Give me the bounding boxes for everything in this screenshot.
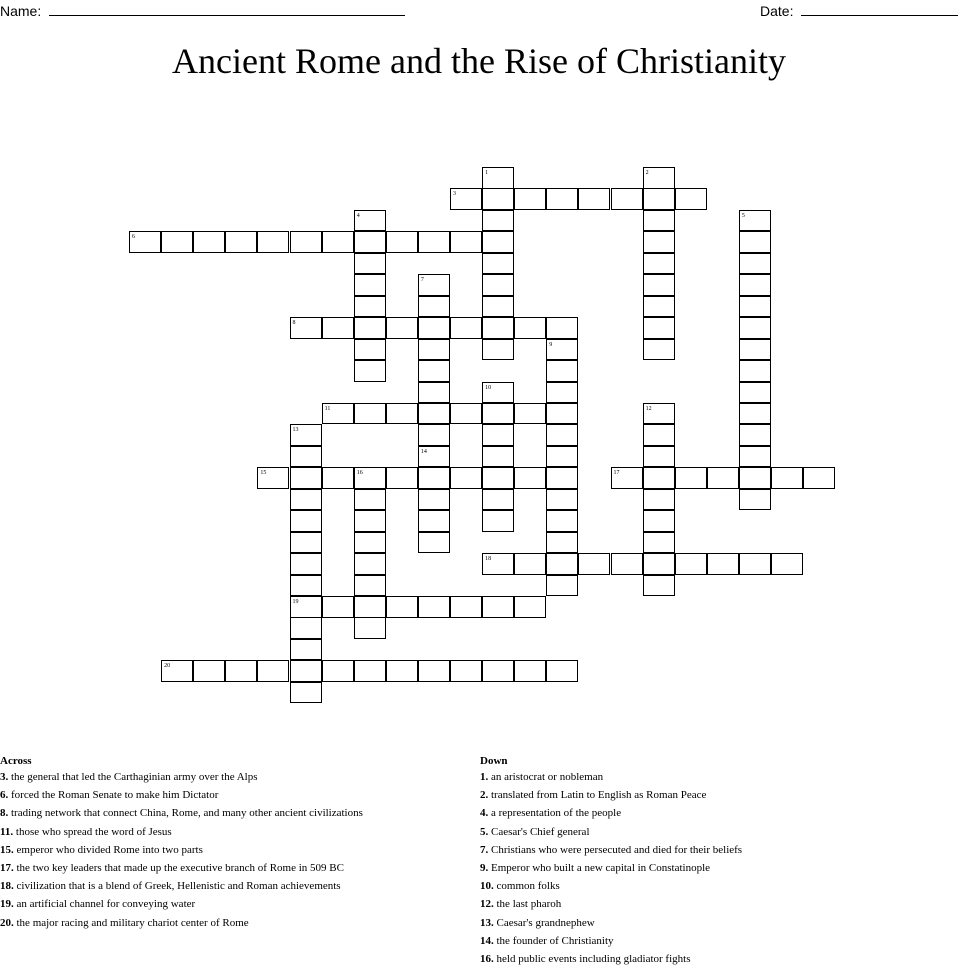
grid-cell[interactable] [514,403,546,425]
grid-cell[interactable] [225,660,257,682]
grid-cell[interactable] [290,510,322,532]
grid-cell[interactable] [450,403,482,425]
grid-cell[interactable] [546,382,578,404]
clue-number-label: 17 [613,470,620,477]
grid-cell[interactable] [739,360,771,382]
grid-cell[interactable] [482,596,514,618]
grid-cell[interactable] [386,317,418,339]
clue-down [480,895,742,913]
down-list [480,768,742,968]
grid-cell[interactable] [675,467,707,489]
down-heading: Down [480,755,508,767]
grid-cell[interactable] [739,489,771,511]
grid-cell[interactable] [290,660,322,682]
grid-cell[interactable] [482,489,514,511]
grid-cell[interactable] [739,403,771,425]
clue-number-label: 19 [292,599,299,605]
clue-number-label: 2 [645,170,649,176]
clue-number: 17. [0,862,14,875]
clue-number: 3. [0,771,9,783]
grid-cell[interactable] [450,467,482,489]
grid-cell[interactable] [418,360,450,382]
grid-cell[interactable] [643,296,675,318]
clue-across [0,859,363,877]
grid-cell[interactable] [354,510,386,532]
down-clues [480,754,742,968]
clue-number: 18. [0,880,14,893]
grid-cell[interactable] [514,467,546,489]
clue-number: 9. [480,862,489,875]
clue-text: the founder of Christianity [496,934,614,947]
grid-cell[interactable] [386,467,418,489]
grid-cell[interactable] [739,317,771,339]
grid-cell[interactable] [675,188,707,210]
grid-cell[interactable] [418,489,450,511]
grid-cell[interactable] [290,446,322,468]
clue-text: a representation of the people [491,807,622,820]
grid-cell[interactable] [482,403,514,425]
grid-cell[interactable] [322,660,354,682]
grid-cell[interactable] [418,510,450,532]
grid-cell[interactable] [290,617,322,639]
clue-number: 14. [480,934,494,947]
grid-cell[interactable] [418,339,450,361]
clue-number-label: 5 [741,212,745,219]
clue-number: 16. [480,953,494,966]
grid-cell[interactable] [739,446,771,468]
grid-cell[interactable] [739,274,771,296]
grid-cell[interactable] [354,360,386,382]
grid-cell[interactable] [482,253,514,275]
clue-number-label: 11 [324,405,331,412]
clue-across [0,804,363,822]
grid-cell[interactable] [482,231,514,253]
grid-cell[interactable] [611,553,643,575]
clue-text: translated from Latin to English as Roman Peace [491,789,707,802]
grid-cell[interactable] [546,317,578,339]
grid-cell[interactable] [418,317,450,339]
grid-cell[interactable] [482,274,514,296]
grid-cell[interactable] [354,339,386,361]
grid-cell[interactable] [290,532,322,554]
grid-cell[interactable] [546,188,578,210]
clue-number: 4. [480,807,489,820]
grid-cell[interactable] [771,553,803,575]
grid-cell[interactable] [482,188,514,210]
grid-cell[interactable] [418,231,450,253]
clue-across [0,895,363,913]
grid-cell[interactable] [482,467,514,489]
clue-number: 20. [0,916,14,929]
grid-cell[interactable] [418,403,450,425]
grid-cell[interactable] [546,532,578,554]
grid-cell[interactable] [514,660,546,682]
clue-down [480,786,742,804]
grid-cell[interactable] [707,553,739,575]
grid-cell[interactable] [514,553,546,575]
clue-number-label: 3 [453,191,456,198]
grid-cell[interactable] [546,575,578,597]
clue-down [480,877,742,895]
grid-cell[interactable] [193,660,225,682]
grid-cell[interactable] [643,532,675,554]
grid-cell[interactable] [482,210,514,232]
clue-down [480,823,742,841]
clue-number-label: 14 [420,448,427,455]
clue-text: Caesar's grandnephew [496,916,595,929]
grid-cell[interactable] [739,231,771,253]
grid-cell[interactable] [643,339,675,361]
clue-number-label: 9 [549,341,553,348]
grid-cell[interactable] [482,446,514,468]
clue-down [480,768,742,786]
clue-number: 1. [480,771,489,783]
grid-cell[interactable] [322,596,354,618]
grid-cell[interactable] [643,231,675,253]
grid-cell[interactable] [322,231,354,253]
clue-number-label: 20 [164,663,171,670]
grid-cell[interactable] [418,296,450,318]
clue-across [0,877,363,895]
grid-cell[interactable] [386,660,418,682]
clue-across [0,841,363,859]
grid-cell[interactable] [354,660,386,682]
clue-number-label: 8 [292,320,296,327]
grid-cell[interactable] [354,489,386,511]
grid-cell[interactable] [354,532,386,554]
grid-cell[interactable] [418,660,450,682]
clue-number: 7. [480,843,489,856]
grid-cell[interactable] [161,231,193,253]
clue-text: forced the Roman Senate to make him Dictator [11,789,219,802]
clue-number: 10. [480,880,494,893]
grid-cell[interactable] [643,253,675,275]
clue-text: civilization that is a blend of Greek, Hellenistic and Roman achievements [16,880,341,893]
grid-cell[interactable] [578,553,610,575]
grid-cell[interactable] [482,424,514,446]
grid-cell[interactable] [514,596,546,618]
clue-text: trading network that connect China, Rome, and many other ancient civilizations [11,807,363,820]
clue-text: Emperor who built a new capital in Constatinople [491,862,711,875]
grid-cell[interactable] [450,231,482,253]
clue-number: 12. [480,898,494,911]
grid-cell[interactable] [354,575,386,597]
clue-text: Caesar's Chief general [491,825,590,838]
clue-number: 19. [0,898,14,911]
grid-cell[interactable] [290,639,322,661]
grid-cell[interactable] [354,596,386,618]
clue-text: emperor who divided Rome into two parts [16,843,203,856]
grid-cell[interactable] [354,231,386,253]
clue-text: an aristocrat or nobleman [491,771,604,783]
clue-text: Christians who were persecuted and died for their beliefs [491,843,743,856]
clue-number-label: 18 [485,556,492,563]
grid-cell[interactable] [225,231,257,253]
grid-cell[interactable] [546,467,578,489]
grid-cell[interactable] [546,510,578,532]
across-heading: Across [0,755,32,767]
grid-cell[interactable] [418,424,450,446]
clue-number-label: 10 [485,384,492,391]
clue-number-label: 13 [292,427,299,434]
clue-number-label: 7 [420,277,424,284]
grid-cell[interactable] [643,467,675,489]
grid-cell[interactable] [514,317,546,339]
across-clues [0,754,363,932]
grid-cell[interactable] [643,317,675,339]
grid-cell[interactable] [546,360,578,382]
clue-down [480,859,742,877]
clue-down [480,914,742,932]
clue-text: held public events including gladiator fights [496,953,691,966]
grid-cell[interactable] [354,553,386,575]
grid-cell[interactable] [739,339,771,361]
grid-cell[interactable] [450,660,482,682]
across-list [0,768,363,932]
grid-cell[interactable] [643,446,675,468]
grid-cell[interactable] [546,424,578,446]
clue-across [0,823,363,841]
clue-number: 13. [480,916,494,929]
grid-cell[interactable] [386,231,418,253]
grid-cell[interactable] [546,660,578,682]
grid-cell[interactable] [322,467,354,489]
name-label: Name: [0,3,42,19]
grid-cell[interactable] [675,553,707,575]
grid-cell[interactable] [290,467,322,489]
grid-cell[interactable] [643,274,675,296]
grid-cell[interactable] [643,489,675,511]
grid-cell[interactable] [418,596,450,618]
clue-across [0,914,363,932]
clue-number-label: 16 [356,470,363,477]
clue-number: 15. [0,843,14,856]
grid-cell[interactable] [739,253,771,275]
grid-cell[interactable] [739,553,771,575]
grid-cell[interactable] [643,210,675,232]
clue-number-label: 6 [132,234,135,241]
grid-cell[interactable] [354,296,386,318]
clue-number: 2. [480,789,489,802]
grid-cell[interactable] [482,296,514,318]
grid-cell[interactable] [257,660,289,682]
grid-cell[interactable] [418,532,450,554]
clue-down [480,841,742,859]
clue-number-label: 12 [645,405,652,412]
grid-cell[interactable] [257,231,289,253]
grid-cell[interactable] [643,510,675,532]
grid-cell[interactable] [482,660,514,682]
clue-number: 8. [0,807,9,820]
grid-cell[interactable] [611,188,643,210]
grid-cell[interactable] [290,489,322,511]
grid-cell[interactable] [290,575,322,597]
grid-cell[interactable] [386,596,418,618]
grid-cell[interactable] [546,403,578,425]
grid-cell[interactable] [739,467,771,489]
grid-cell[interactable] [514,188,546,210]
clue-text: the major racing and military chariot center of Rome [16,916,249,929]
grid-cell[interactable] [739,382,771,404]
grid-cell[interactable] [354,403,386,425]
clue-number-label: 15 [260,470,267,477]
grid-cell[interactable] [546,553,578,575]
grid-cell[interactable] [739,296,771,318]
clue-number: 6. [0,789,9,802]
clue-down [480,932,742,950]
grid-cell[interactable] [643,424,675,446]
clue-number-label: 4 [356,212,360,219]
grid-cell[interactable] [707,467,739,489]
grid-cell[interactable] [803,467,835,489]
grid-cell[interactable] [739,424,771,446]
grid-cell[interactable] [643,575,675,597]
date-label: Date: [760,3,794,19]
clue-number-label: 1 [485,170,489,176]
clue-text: the last pharoh [496,898,562,911]
clue-down [480,950,742,968]
clue-across [0,786,363,804]
grid-cell[interactable] [418,382,450,404]
grid-cell[interactable] [482,317,514,339]
clue-number: 5. [480,825,489,838]
grid-cell[interactable] [322,317,354,339]
grid-cell[interactable] [546,446,578,468]
grid-cell[interactable] [354,317,386,339]
grid-cell[interactable] [354,253,386,275]
clue-text: the general that led the Carthaginian army over the Alps [11,771,258,783]
grid-cell[interactable] [290,553,322,575]
clue-across [0,768,363,786]
grid-cell[interactable] [771,467,803,489]
clue-number: 11. [0,825,14,838]
grid-cell[interactable] [578,188,610,210]
grid-cell[interactable] [290,682,322,704]
grid-cell[interactable] [290,231,322,253]
clue-down [480,804,742,822]
clue-text: an artificial channel for conveying water [16,898,196,911]
grid-cell[interactable] [546,489,578,511]
grid-cell[interactable] [450,596,482,618]
clue-text: the two key leaders that made up the executive branch of Rome in 509 BC [16,862,344,875]
grid-cell[interactable] [450,317,482,339]
grid-cell[interactable] [643,553,675,575]
grid-cell[interactable] [482,339,514,361]
grid-cell[interactable] [354,617,386,639]
clue-text: common folks [496,880,560,893]
grid-cell[interactable] [418,467,450,489]
clue-text: those who spread the word of Jesus [15,825,172,838]
page-title: Ancient Rome and the Rise of Christianity [172,41,786,81]
grid-cell[interactable] [386,403,418,425]
grid-cell[interactable] [354,274,386,296]
grid-cell[interactable] [643,188,675,210]
grid-cell[interactable] [482,510,514,532]
grid-cell[interactable] [193,231,225,253]
